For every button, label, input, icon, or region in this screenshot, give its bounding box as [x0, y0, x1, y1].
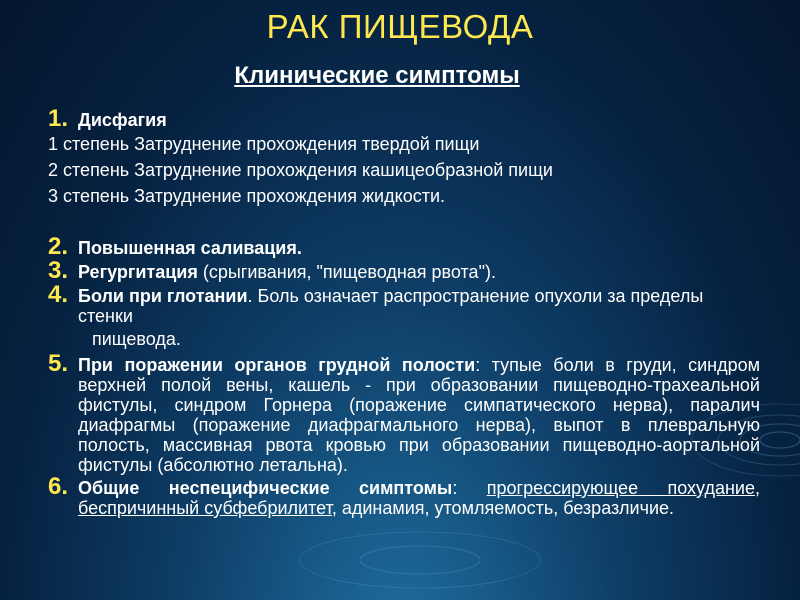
item-number: 4. — [48, 281, 69, 308]
list-item — [48, 283, 760, 326]
slide-title: РАК ПИЩЕВОДА — [266, 8, 534, 45]
item-body — [78, 475, 760, 518]
item-body — [78, 283, 760, 326]
item-heading: Регургитация — [78, 262, 198, 282]
item-heading: При поражении органов грудной полости — [78, 355, 476, 375]
list-item — [48, 235, 760, 259]
underlined-term: беспричинный субфебрилитет — [78, 498, 332, 518]
list-item — [48, 259, 760, 283]
item-text: (срыгивания, "пищеводная рвота"). — [197, 262, 496, 282]
symptom-list — [48, 107, 760, 518]
underlined-term: прогрессирующее похудание — [486, 478, 755, 498]
item-body — [78, 352, 760, 475]
dysphagia-degree: 3 степень Затруднение прохождения жидкости. — [48, 186, 446, 206]
item-text: , адинамия, утомляемость, безразличие. — [331, 498, 675, 518]
item-heading: Общие неспецифические симптомы — [78, 478, 453, 498]
list-item — [48, 107, 760, 131]
item-body — [78, 259, 496, 282]
dysphagia-degree: 1 степень Затруднение прохождения твердой пищи — [48, 134, 480, 154]
item-separator: , — [754, 478, 760, 498]
item-number: 6. — [48, 473, 69, 500]
item-heading: Повышенная саливация. — [78, 238, 302, 258]
list-item — [48, 352, 760, 475]
item-text: . Боль означает распространение опухоли за пределы стенки — [78, 286, 704, 326]
item-text: : тупые боли в груди, синдром верхней полой вены, кашель - при образовании пищеводно-трахеальной фистулы, синдром Горнера (поражение симпатического нерва), паралич диафрагмы (поражение диафрагмального нерва), выпот в плевральную полость, массивная рвота кровью при образовании пищеводно-аортальной фистулы (абсолютно летальна). — [78, 355, 761, 475]
item-number: 5. — [48, 350, 69, 377]
item-heading: Боли при глотании — [78, 286, 248, 306]
item-number: 1. — [48, 105, 69, 132]
item-number: 3. — [48, 257, 69, 284]
list-item — [48, 475, 760, 518]
item-separator: : — [452, 478, 487, 498]
item-number: 2. — [48, 233, 69, 260]
item-continuation: пищевода. — [92, 329, 181, 349]
item-heading: Дисфагия — [78, 110, 167, 130]
slide-subtitle: Клинические симптомы — [234, 62, 520, 89]
dysphagia-degree: 2 степень Затруднение прохождения кашицеобразной пищи — [48, 160, 553, 180]
